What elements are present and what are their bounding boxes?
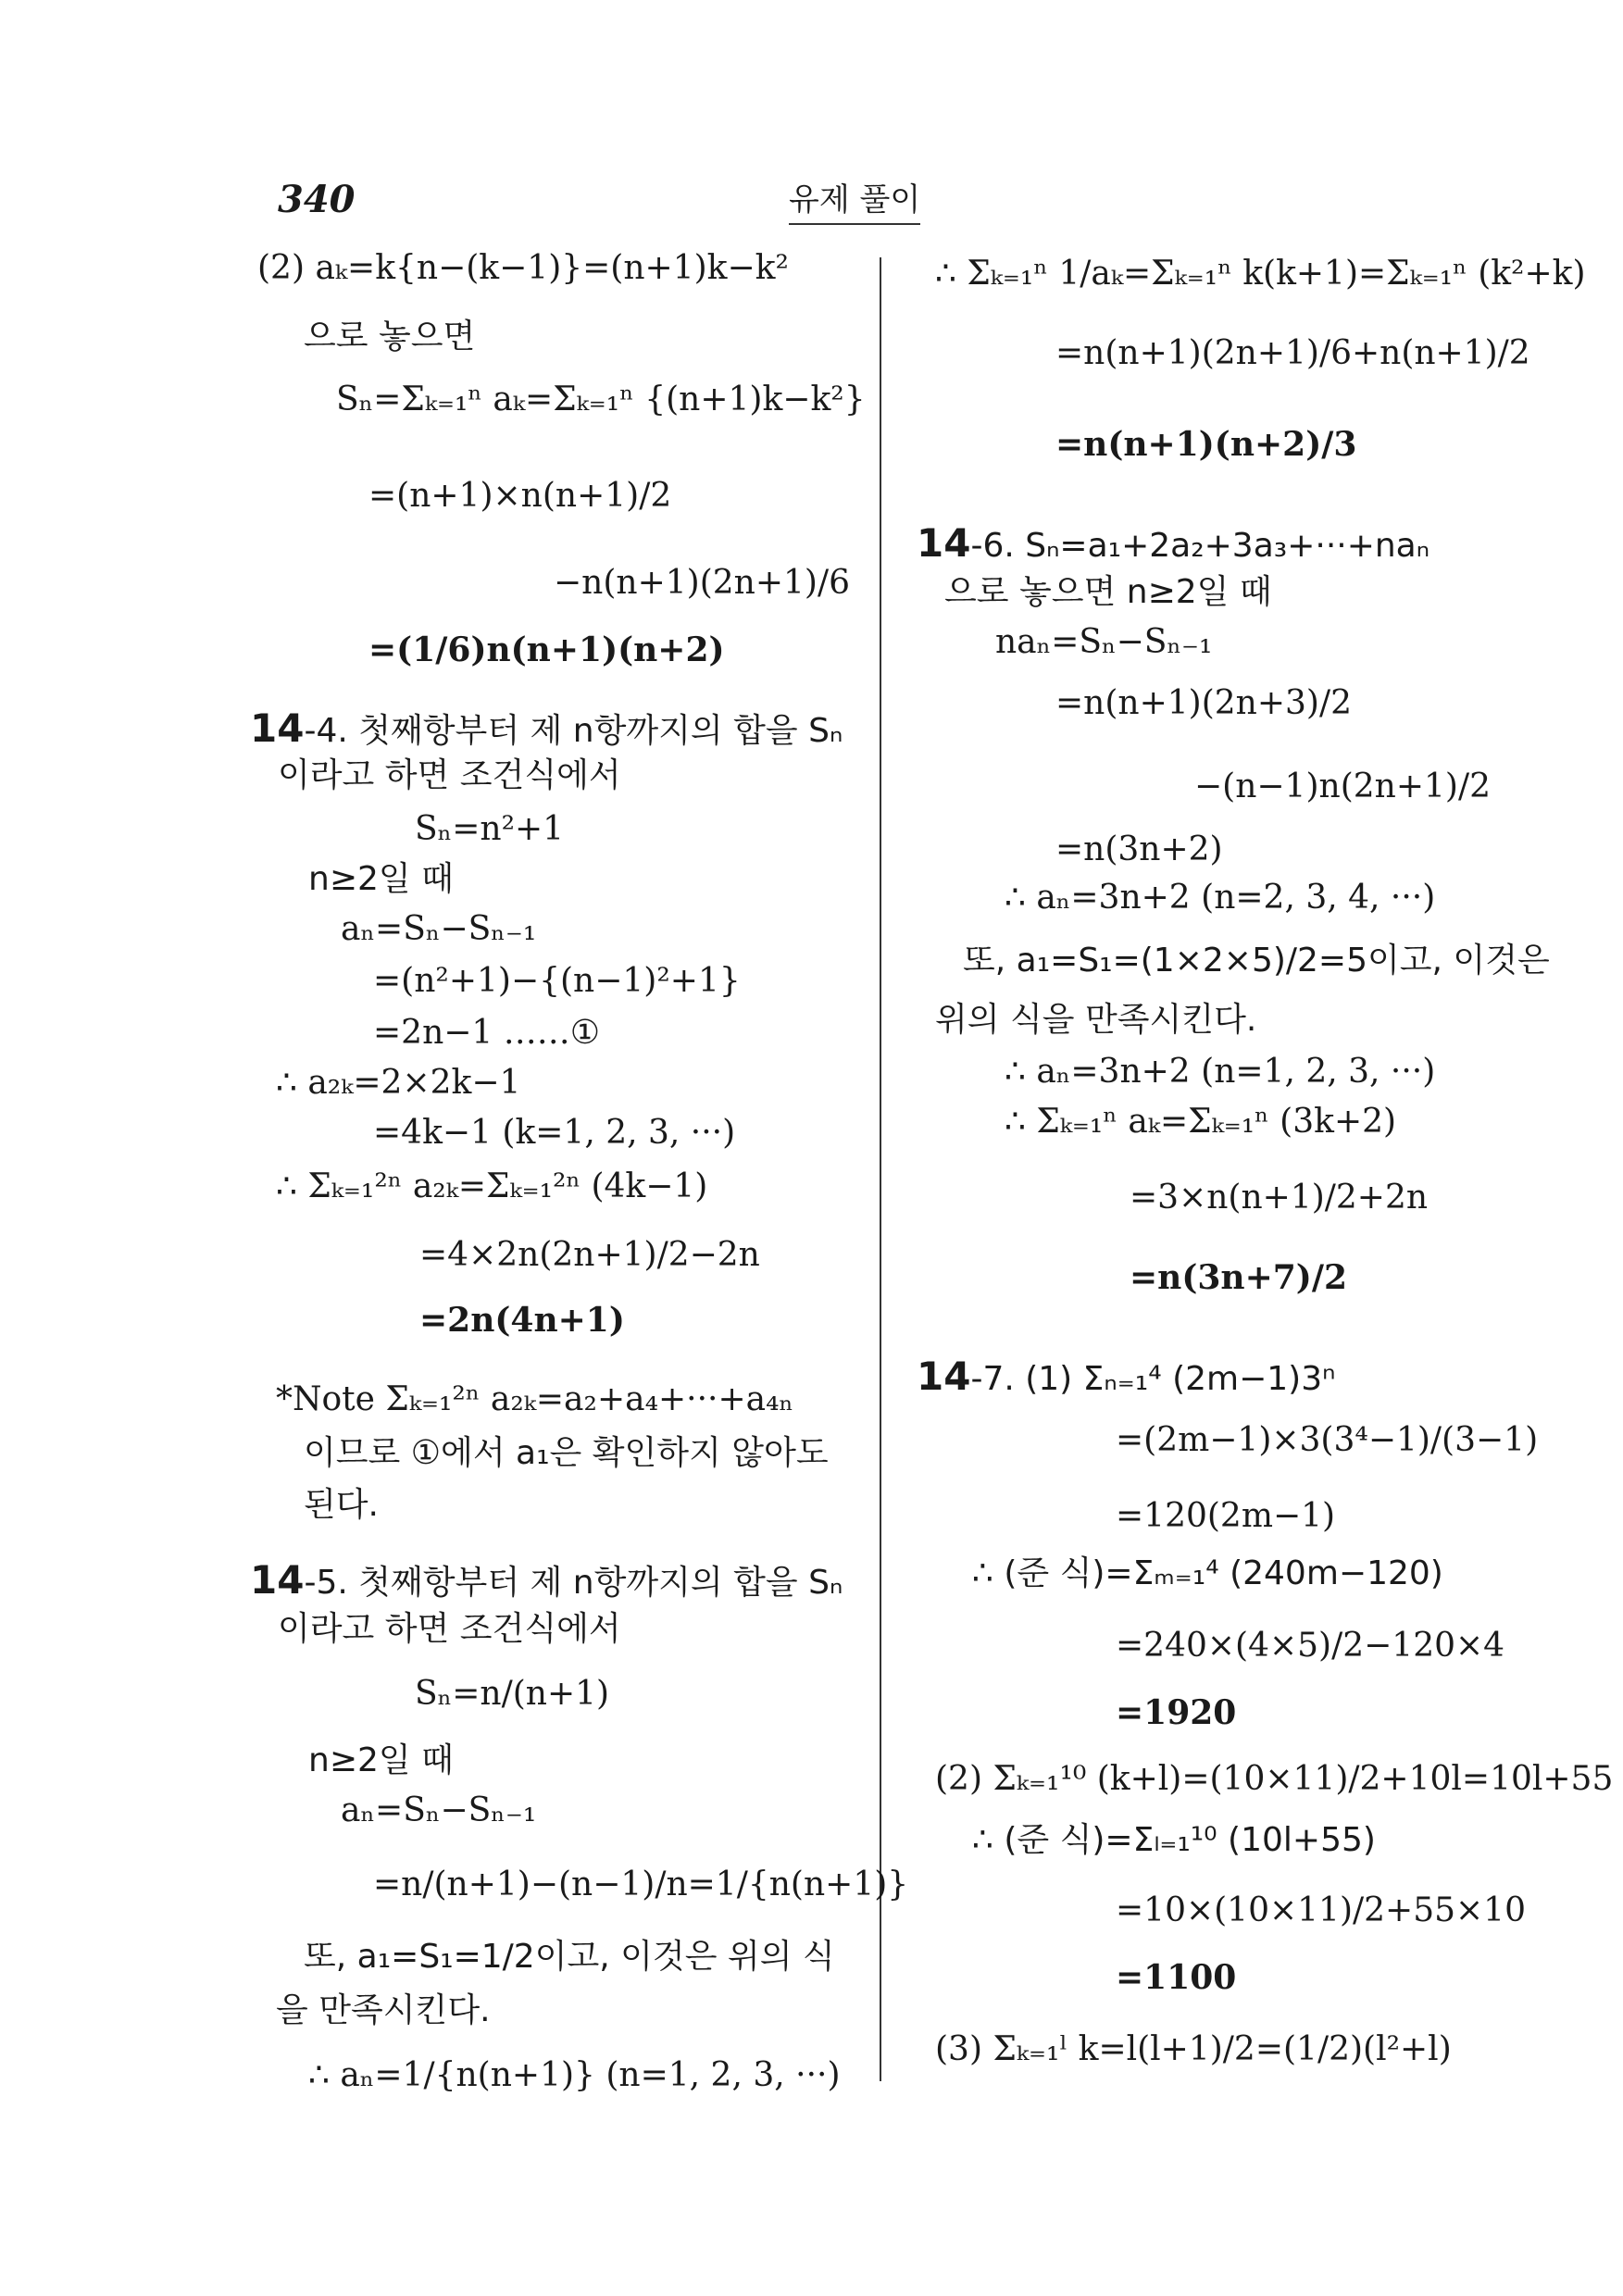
solution-line: aₙ=Sₙ−Sₙ₋₁ <box>341 1791 537 1829</box>
running-head: 유제 풀이 <box>789 174 920 225</box>
solution-line: =120(2m−1) <box>1116 1497 1336 1535</box>
solution-line: =2n(4n+1) <box>419 1301 625 1340</box>
problem-number: 14 <box>917 1354 971 1399</box>
solution-line: 이라고 하면 조건식에서 <box>278 1610 621 1648</box>
problem-heading-line <box>250 1557 843 1603</box>
solution-line: =240×(4×5)/2−120×4 <box>1116 1627 1505 1665</box>
page-number: 340 <box>278 178 356 221</box>
solution-line: =(1/6)n(n+1)(n+2) <box>368 630 725 669</box>
solution-line: Sₙ=n/(n+1) <box>415 1675 610 1713</box>
solution-line: 또, a₁=S₁=(1×2×5)/2=5이고, 이것은 <box>963 942 1550 980</box>
solution-line: (3) Σₖ₌₁ˡ k=l(l+1)/2=(1/2)(l²+l) <box>935 2030 1452 2068</box>
solution-line: =n(n+1)(n+2)/3 <box>1055 425 1357 464</box>
solution-line: −(n−1)n(2n+1)/2 <box>1194 767 1491 805</box>
solution-line: ∴ a₂ₖ=2×2k−1 <box>276 1064 521 1102</box>
solution-line: *Note Σₖ₌₁²ⁿ a₂ₖ=a₂+a₄+···+a₄ₙ <box>276 1380 794 1418</box>
solution-line: =4k−1 (k=1, 2, 3, ···) <box>373 1114 736 1152</box>
solution-line: (2) Σₖ₌₁¹⁰ (k+l)=(10×11)/2+10l=10l+55 <box>935 1760 1614 1798</box>
solution-line: 위의 식을 만족시킨다. <box>935 1001 1257 1039</box>
solution-line: =1920 <box>1116 1693 1237 1732</box>
solution-line: (2) aₖ=k{n−(k−1)}=(n+1)k−k² <box>257 249 789 287</box>
solution-line: n≥2일 때 <box>308 860 454 898</box>
solution-line: =(2m−1)×3(3⁴−1)/(3−1) <box>1116 1421 1539 1459</box>
solution-line: ∴ aₙ=3n+2 (n=2, 3, 4, ···) <box>1005 879 1436 917</box>
solution-line: =4×2n(2n+1)/2−2n <box>419 1236 760 1274</box>
solution-line: Sₙ=Σₖ₌₁ⁿ aₖ=Σₖ₌₁ⁿ {(n+1)k−k²} <box>336 381 866 418</box>
column-divider <box>880 257 881 2081</box>
solution-line: ∴ Σₖ₌₁²ⁿ a₂ₖ=Σₖ₌₁²ⁿ (4k−1) <box>276 1167 708 1205</box>
solution-line: =10×(10×11)/2+55×10 <box>1116 1891 1526 1929</box>
problem-heading-line <box>917 520 1430 566</box>
solution-line: =1100 <box>1116 1958 1237 1997</box>
solution-line: naₙ=Sₙ−Sₙ₋₁ <box>995 623 1213 661</box>
solution-line: aₙ=Sₙ−Sₙ₋₁ <box>341 910 537 948</box>
solution-line: =n(n+1)(2n+3)/2 <box>1055 684 1352 722</box>
problem-heading-line <box>250 705 843 751</box>
solution-line: ∴ (준 식)=Σₗ₌₁¹⁰ (10l+55) <box>972 1821 1376 1859</box>
solution-line: ∴ Σₖ₌₁ⁿ aₖ=Σₖ₌₁ⁿ (3k+2) <box>1005 1103 1397 1141</box>
solution-line: 을 만족시킨다. <box>276 1991 491 2029</box>
problem-number: 14 <box>250 1557 305 1603</box>
solution-line: −n(n+1)(2n+1)/6 <box>554 564 850 602</box>
problem-number: 14 <box>917 520 971 566</box>
solution-line: =(n²+1)−{(n−1)²+1} <box>373 962 741 1000</box>
problem-number: 14 <box>250 705 305 751</box>
solution-line: =n(n+1)(2n+1)/6+n(n+1)/2 <box>1055 334 1530 372</box>
solution-line: ∴ aₙ=1/{n(n+1)} (n=1, 2, 3, ···) <box>308 2056 841 2094</box>
solution-line: 이라고 하면 조건식에서 <box>278 756 621 794</box>
solution-line: 으로 놓으면 <box>304 318 476 356</box>
solution-line: =2n−1 ……① <box>373 1014 601 1052</box>
solution-line: 이므로 ①에서 a₁은 확인하지 않아도 <box>304 1434 829 1472</box>
solution-line: =n/(n+1)−(n−1)/n=1/{n(n+1)} <box>373 1866 909 1903</box>
solution-line: =n(3n+2) <box>1055 830 1223 868</box>
solution-line: =n(3n+7)/2 <box>1130 1258 1348 1297</box>
solution-line: 으로 놓으면 n≥2일 때 <box>944 573 1272 611</box>
problem-heading-line <box>917 1354 1336 1399</box>
solution-line: n≥2일 때 <box>308 1741 454 1779</box>
solution-line: ∴ aₙ=3n+2 (n=1, 2, 3, ···) <box>1005 1053 1436 1091</box>
solution-line: 된다. <box>304 1486 379 1524</box>
problem-text: -4. 첫째항부터 제 n항까지의 합을 Sₙ <box>304 712 843 750</box>
problem-text: -7. (1) Σₙ₌₁⁴ (2m−1)3ⁿ <box>970 1360 1336 1398</box>
solution-line: 또, a₁=S₁=1/2이고, 이것은 위의 식 <box>304 1938 835 1976</box>
solution-line: ∴ (준 식)=Σₘ₌₁⁴ (240m−120) <box>972 1554 1443 1592</box>
solution-line: ∴ Σₖ₌₁ⁿ 1/aₖ=Σₖ₌₁ⁿ k(k+1)=Σₖ₌₁ⁿ (k²+k) <box>935 255 1586 293</box>
solution-line: Sₙ=n²+1 <box>415 810 565 848</box>
solution-line: =3×n(n+1)/2+2n <box>1130 1179 1429 1217</box>
problem-text: -5. 첫째항부터 제 n항까지의 합을 Sₙ <box>304 1564 843 1602</box>
problem-text: -6. Sₙ=a₁+2a₂+3a₃+···+naₙ <box>970 527 1430 565</box>
solution-line: =(n+1)×n(n+1)/2 <box>368 477 672 515</box>
